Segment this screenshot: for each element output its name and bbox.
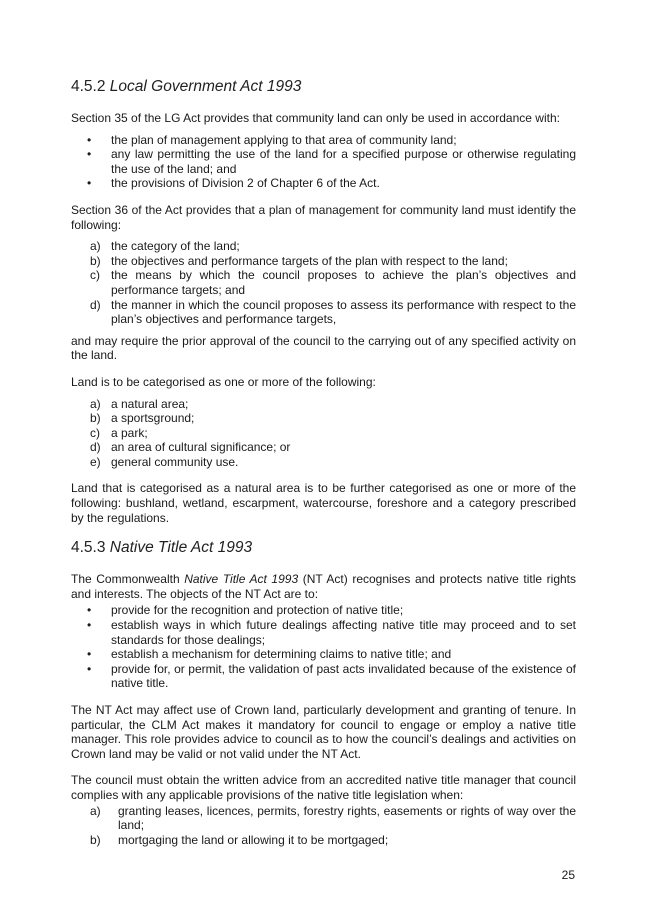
nt-act-intro: The Commonwealth Native Title Act 1993 (NT Act) recognises and protects native title rights and interests. The objects of the NT Act are to: (71, 572, 577, 601)
list-item: d) the manner in which the council proposes to assess its performance with respect to the plan’s objectives and performance targets, (90, 297, 576, 327)
list-item: c) a park; (90, 425, 148, 440)
bullet-icon: • (87, 147, 92, 162)
crown-land-paragraph: The NT Act may affect use of Crown land, particularly development and granting of tenure. In particular, the CLM Act makes it mandatory for council to engage or employ a native title manager. This role provides advice to council as to how the council’s dealings and activities on Crown land may be valid or not valid under the NT Act. (71, 703, 576, 761)
list-item: • provide for the recognition and protection of native title; (87, 603, 404, 618)
section-heading-4-5-2 (71, 78, 576, 96)
act-title-italic: Native Title Act 1993 (184, 572, 299, 587)
nt-objects-list (71, 603, 576, 691)
s36-list (71, 239, 576, 327)
heading-number: 4.5.2 (71, 78, 106, 95)
list-item: e) general community use. (90, 454, 239, 469)
list-item: • the plan of management applying to that area of community land; (87, 132, 457, 147)
list-item: • provide for, or permit, the validation of past acts invalidated because of the existence of native title. (87, 661, 576, 691)
s35-intro: Section 35 of the LG Act provides that community land can only be used in accordance with: (71, 111, 560, 125)
page-number: 25 (561, 868, 575, 882)
list-item: a) a natural area; (90, 396, 189, 411)
advice-paragraph: The council must obtain the written advice from an accredited native title manager that council complies with any applicable provisions of the native title legislation when: (71, 773, 576, 802)
document-page (71, 78, 576, 847)
advice-list (71, 804, 576, 848)
list-item: • establish ways in which future dealings affecting native title may proceed and to set standards for those dealings; (87, 618, 576, 647)
list-item: a) the category of the land; (90, 239, 240, 254)
natural-area-note: Land that is categorised as a natural area is to be further categorised as one or more of the following: bushland, wetland, escarpment, watercourse, foreshore and a category prescribed by the regulations. (71, 481, 576, 525)
bullet-icon: • (87, 618, 92, 633)
list-item: d) an area of cultural significance; or (90, 440, 291, 455)
bullet-icon: • (87, 603, 92, 618)
heading-title: Local Government Act 1993 (109, 78, 302, 95)
list-item: b) mortgaging the land or allowing it to be mortgaged; (90, 832, 389, 847)
s35-bullet-list (71, 133, 576, 191)
heading-number: 4.5.3 (71, 539, 106, 557)
list-item: b) the objectives and performance targets of the plan with respect to the land; (90, 253, 508, 268)
list-item: • any law permitting the use of the land for a specified purpose or otherwise regulating the use of the land; and (87, 147, 576, 176)
section-heading-4-5-3 (71, 539, 576, 557)
list-item: c) the means by which the council proposes to achieve the plan’s objectives and performance targets; and (90, 268, 576, 297)
list-item: • establish a mechanism for determining claims to native title; and (87, 647, 452, 662)
s36-intro: Section 36 of the Act provides that a plan of management for community land must identify the following: (71, 202, 576, 232)
bullet-icon: • (87, 647, 92, 662)
s36-outro: and may require the prior approval of the council to the carrying out of any specified activity on the land. (71, 333, 576, 363)
bullet-icon: • (87, 661, 92, 676)
heading-title: Native Title Act 1993 (109, 539, 253, 557)
list-item: b) a sportsground; (90, 411, 195, 426)
list-item: a) granting leases, licences, permits, forestry rights, easements or rights of way over the land; (90, 803, 576, 833)
bullet-icon: • (87, 176, 92, 191)
list-item: • the provisions of Division 2 of Chapter 6 of the Act. (87, 176, 380, 191)
categories-list (71, 397, 576, 470)
categorise-intro: Land is to be categorised as one or more of the following: (71, 374, 376, 389)
bullet-icon: • (87, 132, 92, 147)
